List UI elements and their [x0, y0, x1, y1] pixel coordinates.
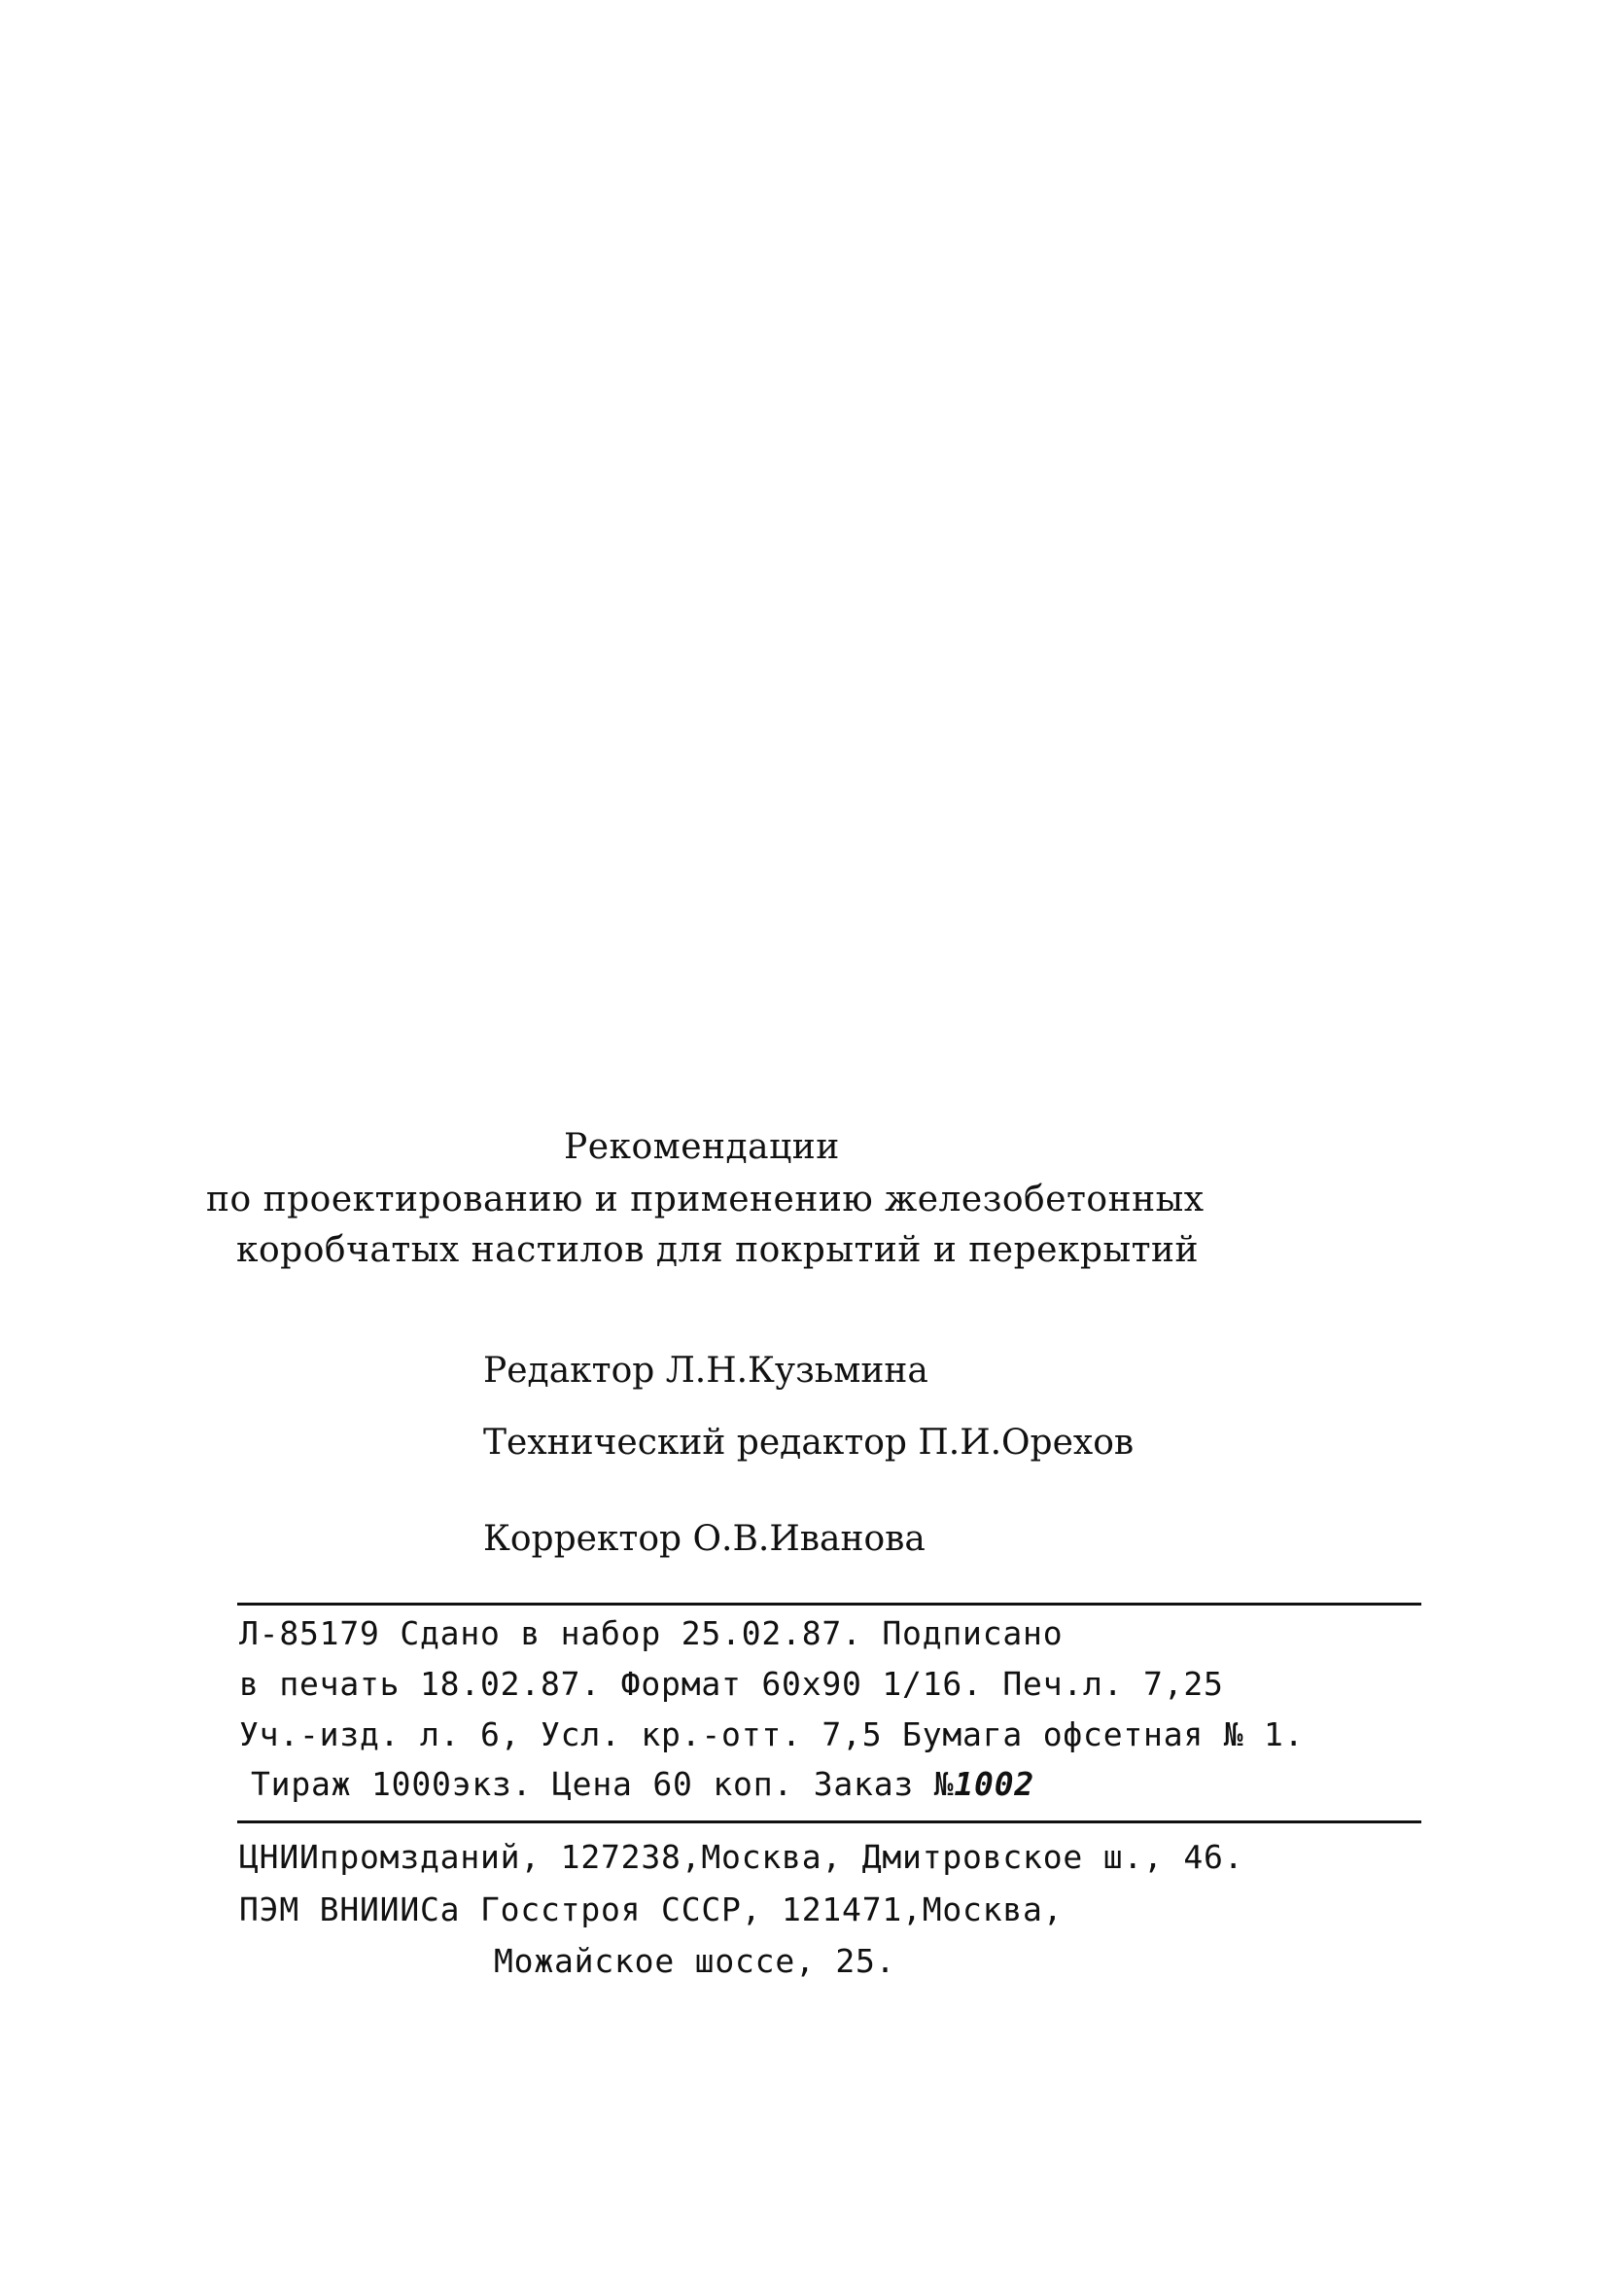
- title-line-3: коробчатых настилов для покрытий и перекрытий: [236, 1230, 1200, 1270]
- imprint-top-rule: [237, 1603, 1421, 1606]
- tech-editor-credit: Технический редактор П.И.Орехов: [483, 1423, 1135, 1463]
- print-run-and-order: Тираж 1000экз. Цена 60 коп. Заказ №: [251, 1765, 955, 1803]
- editor-credit: Редактор Л.Н.Кузьмина: [483, 1351, 928, 1391]
- publisher-top-rule: [237, 1820, 1421, 1823]
- title-line-2: по проектированию и применению железобетонных: [206, 1180, 1205, 1219]
- publisher-line-3: Можайское шоссе, 25.: [494, 1942, 896, 1980]
- imprint-line-2: в печать 18.02.87. Формат 60х90 1/16. Печ.л. 7,25: [239, 1665, 1224, 1703]
- imprint-line-1: Л-85179 Сдано в набор 25.02.87. Подписано: [239, 1614, 1064, 1652]
- proofreader-credit: Корректор О.В.Иванова: [483, 1519, 926, 1559]
- publisher-line-1: ЦНИИпромзданий, 127238,Москва, Дмитровское ш., 46.: [239, 1838, 1244, 1876]
- title-line-1: Рекомендации: [564, 1127, 840, 1167]
- imprint-line-3: Уч.-изд. л. 6, Усл. кр.-отт. 7,5 Бумага офсетная № 1.: [239, 1715, 1305, 1753]
- order-number: 1002: [954, 1765, 1035, 1803]
- imprint-line-4: [251, 1763, 1034, 1806]
- publisher-line-2: ПЭМ ВНИИИСа Госстроя СССР, 121471,Москва,: [239, 1890, 1064, 1928]
